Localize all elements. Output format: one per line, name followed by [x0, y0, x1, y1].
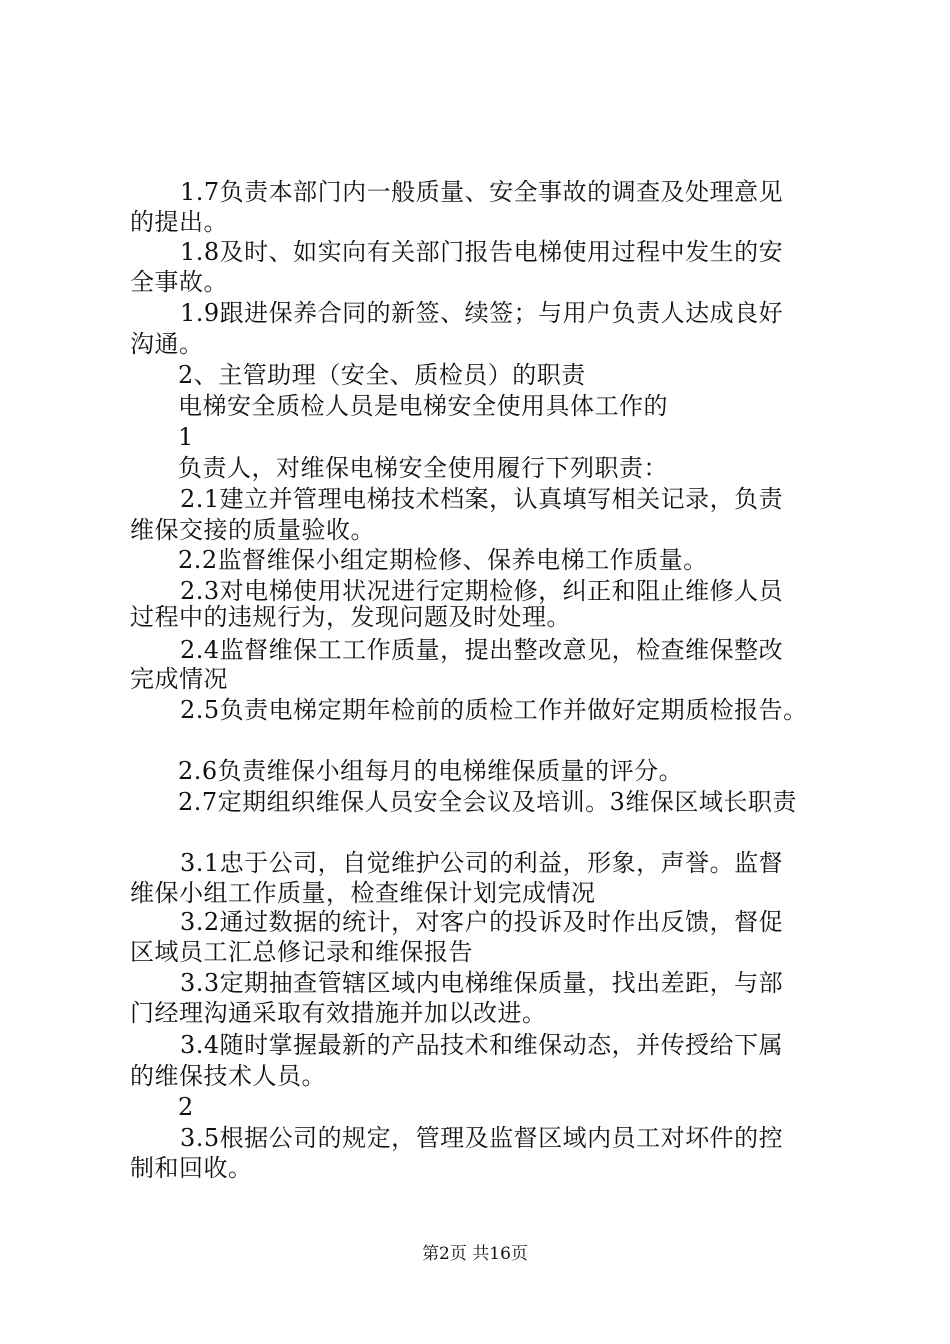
section-heading: 2、主管助理（安全、质检员）的职责	[178, 361, 586, 389]
text-line: 沟通。	[130, 330, 204, 358]
text-line: 2.1建立并管理电梯技术档案，认真填写相关记录，负责	[180, 485, 784, 513]
text-line: 维保小组工作质量，检查维保计划完成情况	[130, 879, 596, 907]
text-line: 完成情况	[130, 665, 228, 693]
text-line: 门经理沟通采取有效措施并加以改进。	[130, 999, 547, 1027]
text-line: 过程中的违规行为，发现问题及时处理。	[130, 603, 571, 631]
text-line: 全事故。	[130, 268, 228, 296]
text-line: 2.3对电梯使用状况进行定期检修，纠正和阻止维修人员	[180, 577, 784, 605]
page-footer: 第2页 共16页	[422, 1244, 528, 1264]
text-line: 2.4监督维保工工作质量，提出整改意见，检查维保整改	[180, 636, 784, 664]
text-line: 区域员工汇总修记录和维保报告	[130, 938, 473, 966]
text-line: 维保交接的质量验收。	[130, 516, 375, 544]
text-line: 2.2监督维保小组定期检修、保养电梯工作质量。	[178, 546, 708, 574]
text-line: 3.4随时掌握最新的产品技术和维保动态，并传授给下属	[180, 1031, 784, 1059]
text-line: 2.6负责维保小组每月的电梯维保质量的评分。	[178, 757, 684, 785]
text-line: 的提出。	[130, 208, 228, 236]
text-line: 1.7负责本部门内一般质量、安全事故的调查及处理意见	[180, 178, 784, 206]
text-line: 负责人，对维保电梯安全使用履行下列职责：	[178, 454, 668, 482]
text-line: 的维保技术人员。	[130, 1062, 326, 1090]
text-line: 制和回收。	[130, 1154, 253, 1182]
text-line: 3.5根据公司的规定，管理及监督区域内员工对坏件的控	[180, 1124, 784, 1152]
text-line: 3.2通过数据的统计，对客户的投诉及时作出反馈，督促	[180, 908, 784, 936]
text-line: 3.3定期抽查管辖区域内电梯维保质量，找出差距，与部	[180, 969, 784, 997]
page-marker: 1	[178, 423, 194, 451]
text-line: 2.5负责电梯定期年检前的质检工作并做好定期质检报告。	[180, 696, 808, 724]
text-line: 3.1忠于公司，自觉维护公司的利益，形象，声誉。监督	[180, 849, 784, 877]
text-line: 2.7定期组织维保人员安全会议及培训。3维保区域长职责	[178, 788, 797, 816]
page-marker: 2	[178, 1093, 194, 1121]
text-line: 1.9跟进保养合同的新签、续签；与用户负责人达成良好	[180, 299, 784, 327]
text-line: 电梯安全质检人员是电梯安全使用具体工作的	[178, 392, 668, 420]
text-line: 1.8及时、如实向有关部门报告电梯使用过程中发生的安	[180, 238, 784, 266]
